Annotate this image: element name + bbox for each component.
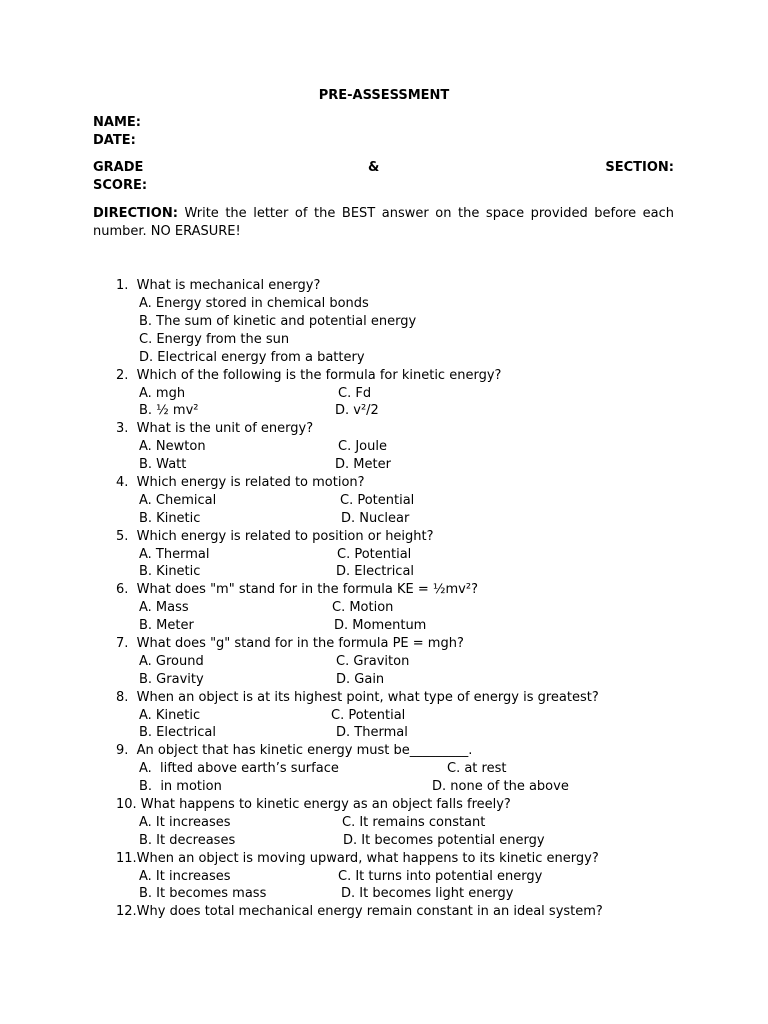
question-3-option-c: C. Joule	[338, 439, 387, 454]
score-label: SCORE:	[93, 178, 148, 193]
question-11-option-c: C. It turns into potential energy	[338, 869, 543, 884]
question-11-option-b: B. It becomes mass	[139, 886, 267, 901]
question-1: 1. What is mechanical energy?	[116, 278, 321, 293]
question-2-option-d: D. v²/2	[335, 403, 379, 418]
question-9-option-d: D. none of the above	[432, 779, 569, 794]
question-5-option-a: A. Thermal	[139, 547, 210, 562]
question-9-option-a: A. lifted above earth’s surface	[139, 761, 339, 776]
grade-label: GRADE	[93, 160, 144, 175]
question-12: 12.Why does total mechanical energy remain constant in an ideal system?	[116, 904, 603, 919]
question-5-option-d: D. Electrical	[336, 564, 415, 579]
question-9: 9. An object that has kinetic energy must be_________.	[116, 743, 473, 758]
question-9-option-b: B. in motion	[139, 779, 222, 794]
question-5: 5. Which energy is related to position or height?	[116, 529, 434, 544]
question-10: 10. What happens to kinetic energy as an object falls freely?	[116, 797, 511, 812]
question-11-option-d: D. It becomes light energy	[341, 886, 514, 901]
question-1-option-b: B. The sum of kinetic and potential energy	[139, 314, 417, 329]
question-11-option-a: A. It increases	[139, 869, 231, 884]
question-7: 7. What does "g" stand for in the formula PE = mgh?	[116, 636, 464, 651]
question-10-option-c: C. It remains constant	[342, 815, 486, 830]
direction-text: Write the letter of the BEST answer on the space provided before each number. NO ERASURE!	[93, 206, 674, 239]
question-4-option-c: C. Potential	[340, 493, 415, 508]
question-10-option-d: D. It becomes potential energy	[343, 833, 545, 848]
question-3: 3. What is the unit of energy?	[116, 421, 314, 436]
question-8-option-d: D. Thermal	[336, 725, 408, 740]
question-8-option-a: A. Kinetic	[139, 708, 201, 723]
question-8-option-b: B. Electrical	[139, 725, 216, 740]
question-2: 2. Which of the following is the formula for kinetic energy?	[116, 368, 502, 383]
question-6-option-a: A. Mass	[139, 600, 189, 615]
question-3-option-a: A. Newton	[139, 439, 206, 454]
question-8: 8. When an object is at its highest point, what type of energy is greatest?	[116, 690, 599, 705]
question-7-option-a: A. Ground	[139, 654, 204, 669]
question-2-option-a: A. mgh	[139, 386, 186, 401]
question-6-option-b: B. Meter	[139, 618, 194, 633]
date-label: DATE:	[93, 133, 136, 148]
question-10-option-a: A. It increases	[139, 815, 231, 830]
page-title: PRE-ASSESSMENT	[318, 88, 450, 103]
question-5-option-c: C. Potential	[337, 547, 412, 562]
question-4-option-b: B. Kinetic	[139, 511, 201, 526]
question-6-option-c: C. Motion	[332, 600, 394, 615]
question-4-option-d: D. Nuclear	[341, 511, 410, 526]
question-3-option-b: B. Watt	[139, 457, 187, 472]
ampersand: &	[368, 160, 380, 175]
direction-label: DIRECTION:	[93, 206, 178, 221]
question-7-option-b: B. Gravity	[139, 672, 204, 687]
question-7-option-c: C. Graviton	[336, 654, 410, 669]
question-11: 11.When an object is moving upward, what happens to its kinetic energy?	[116, 851, 599, 866]
question-10-option-b: B. It decreases	[139, 833, 236, 848]
question-1-option-d: D. Electrical energy from a battery	[139, 350, 365, 365]
question-1-option-c: C. Energy from the sun	[139, 332, 290, 347]
question-6: 6. What does "m" stand for in the formula KE = ½mv²?	[116, 582, 478, 597]
question-8-option-c: C. Potential	[331, 708, 406, 723]
question-2-option-c: C. Fd	[338, 386, 372, 401]
question-5-option-b: B. Kinetic	[139, 564, 201, 579]
section-label: SECTION:	[605, 160, 674, 175]
question-4-option-a: A. Chemical	[139, 493, 217, 508]
question-1-option-a: A. Energy stored in chemical bonds	[139, 296, 369, 311]
direction-paragraph	[93, 205, 674, 241]
question-7-option-d: D. Gain	[336, 672, 385, 687]
name-label: NAME:	[93, 115, 141, 130]
question-2-option-b: B. ½ mv²	[139, 403, 199, 418]
question-4: 4. Which energy is related to motion?	[116, 475, 365, 490]
question-6-option-d: D. Momentum	[334, 618, 427, 633]
question-9-option-c: C. at rest	[447, 761, 507, 776]
question-3-option-d: D. Meter	[335, 457, 391, 472]
